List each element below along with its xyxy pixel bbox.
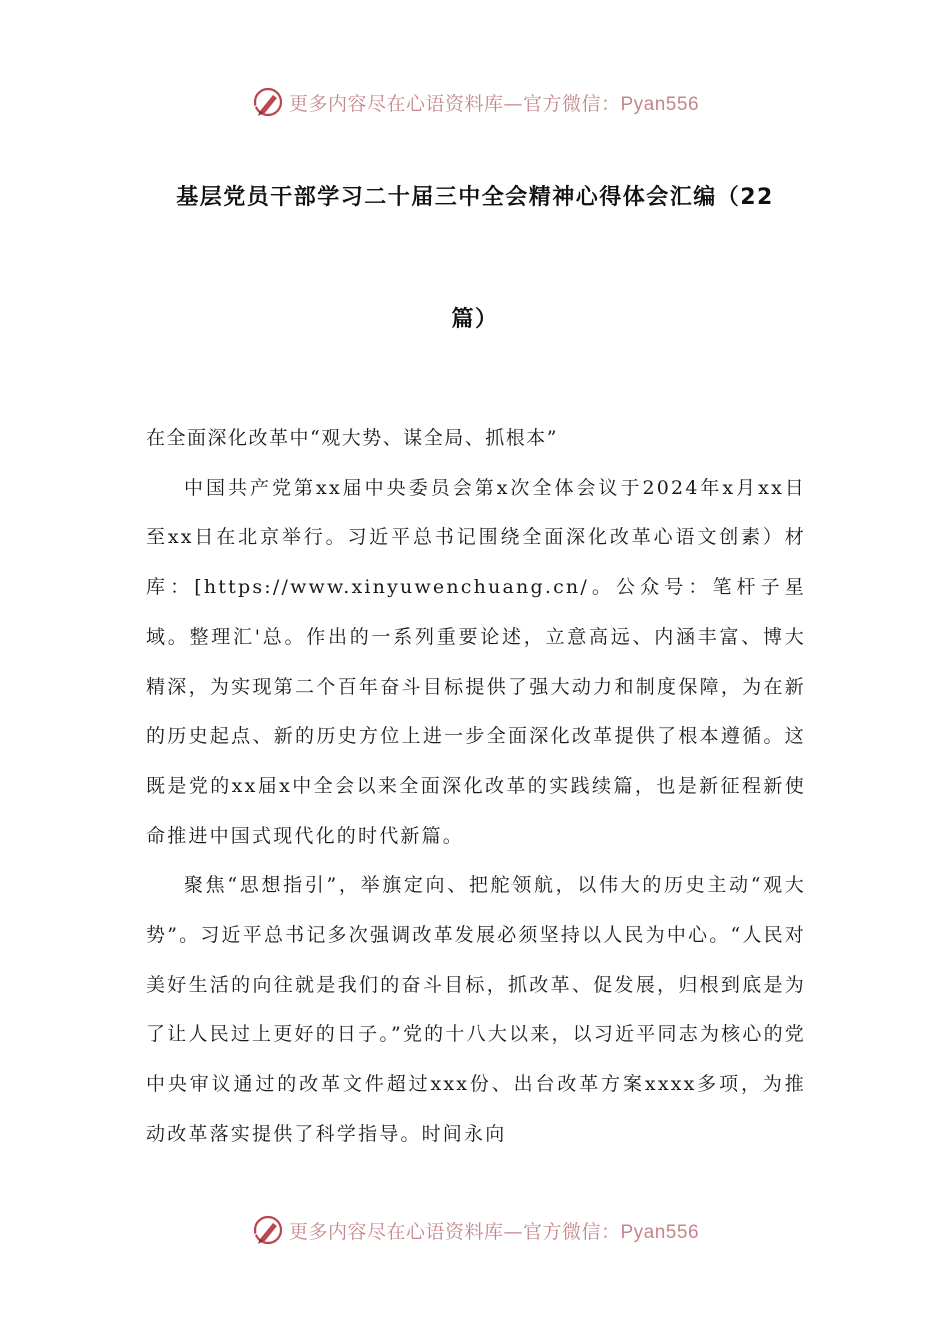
header-banner bbox=[0, 82, 950, 122]
document-body bbox=[146, 414, 806, 1160]
footer-wechat-id: Pyan556 bbox=[620, 1221, 700, 1243]
pen-nib-logo-icon bbox=[251, 1213, 285, 1247]
footer-banner-text: 更多内容尽在心语资料库—官方微信：Pyan556 bbox=[288, 1220, 700, 1243]
header-wechat-id: Pyan556 bbox=[620, 93, 700, 115]
pen-nib-logo-icon bbox=[251, 85, 285, 119]
document-title-continued: 篇） bbox=[451, 307, 499, 332]
header-banner-text: 更多内容尽在心语资料库—官方微信：Pyan556 bbox=[288, 92, 700, 115]
body-paragraph: 聚焦“思想指引”，举旗定向、把舵领航，以伟大的历史主动“观大势”。习近平总书记多次强调改革发展必须坚持以人民为中心。“人民对美好生活的向往就是我们的奋斗目标，抓改革、促发展，归根到底是为了让人民过上更好的日子。”党的十八大以来，以习近平同志为核心的党中央审议通过的改革文件超过xxx份、出台改革方案xxxx多项，为推动改革落实提供了科学指导。时间永向 bbox=[146, 874, 806, 1145]
body-paragraph: 中国共产党第xx届中央委员会第x次全体会议于2024年x月xx日至xx日在北京举行。习近平总书记围绕全面深化改革心语文创素）材库：[https://www.xinyuwenchuang.cn/。公众号：笔杆子星域。整理汇'总。作出的一系列重要论述，立意高远、内涵丰富、博大精深，为实现第二个百年奋斗目标提供了强大动力和制度保障，为在新的历史起点、新的历史方位上进一步全面深化改革提供了根本遵循。这既是党的xx届x中全会以来全面深化改革的实践续篇，也是新征程新使命推进中国式现代化的时代新篇。 bbox=[146, 476, 806, 847]
document-title: 基层党员干部学习二十届三中全会精神心得体会汇编（22 bbox=[176, 185, 774, 210]
section-subheading: 在全面深化改革中“观大势、谋全局、抓根本” bbox=[146, 427, 558, 449]
footer-banner bbox=[0, 1210, 950, 1250]
